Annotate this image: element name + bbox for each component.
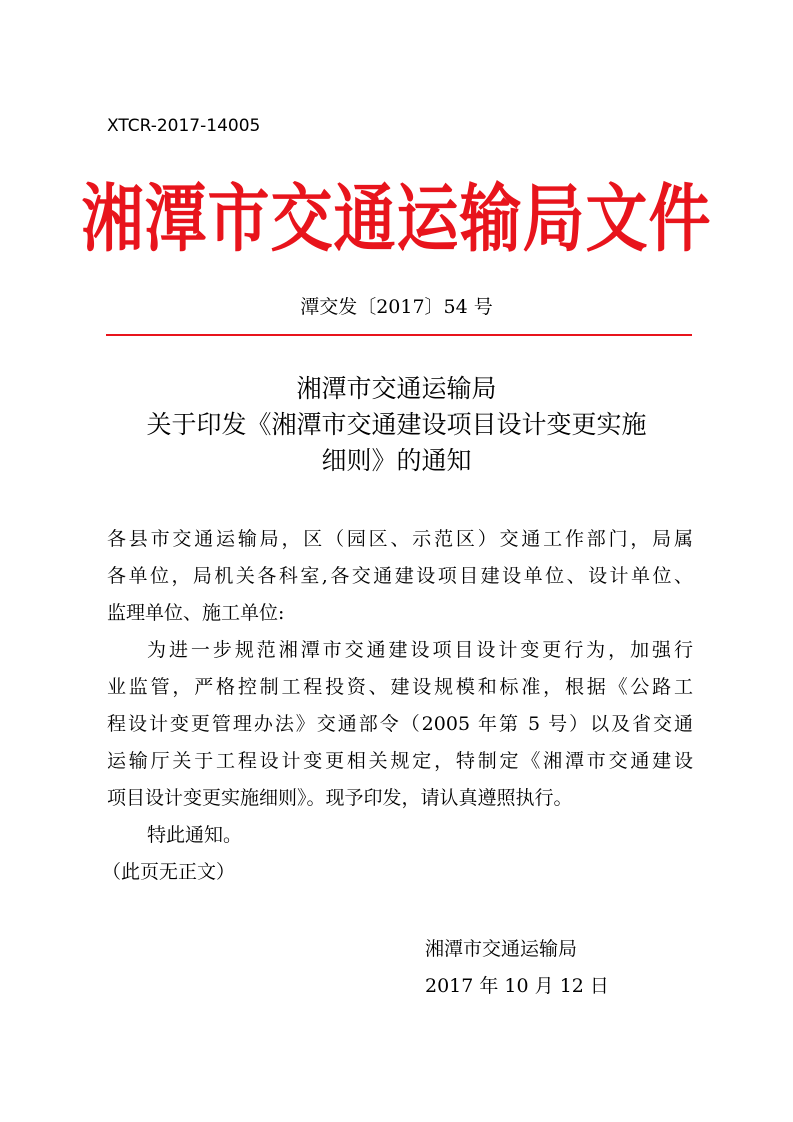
- body-line: 特此通知。: [147, 824, 243, 846]
- notice-title-line: 关于印发《湘潭市交通建设项目设计变更实施: [146, 410, 647, 439]
- notice-title-line: 湘潭市交通运输局: [296, 374, 497, 403]
- header-title: 湘潭市交通运输局文件: [81, 175, 712, 262]
- body-line: 程设计变更管理办法》交通部令（2005 年第 5 号）以及省交通: [107, 713, 693, 735]
- document-number: 潭交发〔2017〕54 号: [300, 296, 493, 318]
- signature-date: 2017 年 10 月 12 日: [425, 975, 609, 997]
- body-line: （此页无正文）: [102, 861, 236, 883]
- signature-org: 湘潭市交通运输局: [425, 938, 578, 960]
- body-line: 为进一步规范湘潭市交通建设项目设计变更行为，加强行: [147, 639, 693, 661]
- document-code: XTCR-2017-14005: [107, 116, 261, 136]
- body-line: 监理单位、施工单位:: [107, 602, 285, 624]
- notice-title-line: 细则》的通知: [321, 446, 472, 475]
- body-line: 各县市交通运输局，区（园区、示范区）交通工作部门，局属: [107, 528, 693, 550]
- body-line: 各单位，局机关各科室,各交通建设项目建设单位、设计单位、: [107, 565, 693, 587]
- body-line: 项目设计变更实施细则》。现予印发，请认真遵照执行。: [107, 787, 573, 809]
- body-line: 运输厅关于工程设计变更相关规定，特制定《湘潭市交通建设: [107, 750, 693, 772]
- red-divider: [106, 334, 692, 336]
- body-line: 业监管，严格控制工程投资、建设规模和标准，根据《公路工: [107, 676, 693, 698]
